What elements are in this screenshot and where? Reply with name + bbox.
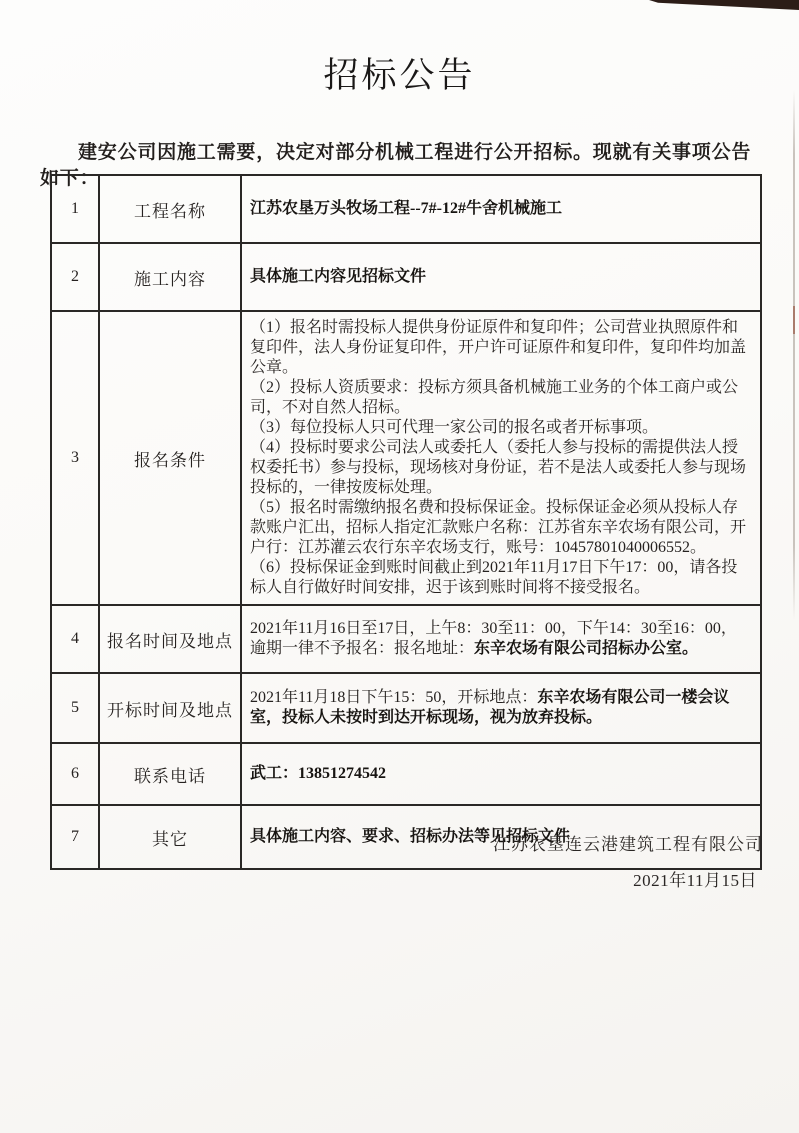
photo-edge-line [793, 90, 795, 620]
row-content-cell [241, 311, 761, 605]
row-number-cell: 2 [51, 243, 99, 311]
row-content-cell [241, 743, 761, 805]
content-text: 具体施工内容、要求、招标办法等见招标文件 [250, 828, 571, 845]
page-title: 招标公告 [323, 56, 476, 95]
content-paragraph: （6）投标保证金到账时间截止到2021年11月17日下午17：00，请各投标人自行做好时间安排，迟于该到账时间将不接受报名。 [250, 559, 738, 596]
content-text: 武工：13851274542 [250, 765, 387, 782]
row-label-cell: 报名时间及地点 [99, 605, 241, 673]
content-text: 东辛农场有限公司一楼会议室，投标人未按时到达开标现场，视为放弃投标。 [250, 689, 730, 726]
table-row [51, 175, 761, 243]
content-paragraph: （5）报名时需缴纳报名费和投标保证金。投标保证金必须从投标人存款账户汇出，招标人指定汇款账户名称：江苏省东辛农场有限公司，开户行：江苏灌云农行东辛农场支行，账号：10457801040006552。 [250, 499, 747, 556]
content-text: 2021年11月18日下午15：50，开标地点： [250, 689, 538, 706]
table-row [51, 243, 761, 311]
table-row [51, 743, 761, 805]
row-label-cell: 联系电话 [99, 743, 241, 805]
content-text: 具体施工内容见招标文件 [250, 268, 427, 285]
content-text: 2021年11月16日至17日，上午8：30至11：00，下午14：30至16：00，逾期一律不予报名：报名地址： [250, 620, 737, 657]
issuer-company: 江苏农垦连云港建筑工程有限公司 [493, 835, 763, 854]
table-row [51, 605, 761, 673]
row-number-cell: 6 [51, 743, 99, 805]
row-content-cell [241, 243, 761, 311]
table-row [51, 673, 761, 743]
row-number-cell: 7 [51, 805, 99, 869]
content-paragraph: （1）报名时需投标人提供身份证原件和复印件；公司营业执照原件和复印件，法人身份证复印件，开户许可证原件和复印件，复印件均加盖公章。 [250, 319, 747, 376]
table-row [51, 311, 761, 605]
content-text: 江苏农垦万头牧场工程--7#-12#牛舍机械施工 [250, 200, 562, 217]
content-paragraph: （2）投标人资质要求：投标方须具备机械施工业务的个体工商户或公司，不对自然人招标。 [250, 379, 739, 416]
content-paragraph: （3）每位投标人只可代理一家公司的报名或者开标事项。 [250, 419, 659, 436]
row-label-cell: 其它 [99, 805, 241, 869]
row-number-cell: 4 [51, 605, 99, 673]
row-label-cell: 开标时间及地点 [99, 673, 241, 743]
row-content-cell [241, 175, 761, 243]
content-paragraph: （4）投标时要求公司法人或委托人（委托人参与投标的需提供法人授权委托书）参与投标，现场核对身份证，若不是法人或委托人参与现场投标的，一律按废标处理。 [250, 439, 747, 496]
row-content-cell [241, 673, 761, 743]
row-label-cell: 工程名称 [99, 175, 241, 243]
intro-paragraph: 建安公司因施工需要，决定对部分机械工程进行公开招标。现就有关事项公告如下： [40, 142, 752, 189]
row-number-cell: 5 [51, 673, 99, 743]
photo-edge-mark [793, 306, 795, 334]
notice-table [50, 174, 762, 870]
issue-date: 2021年11月15日 [633, 871, 757, 890]
row-number-cell: 1 [51, 175, 99, 243]
row-content-cell [241, 605, 761, 673]
row-label-cell: 报名条件 [99, 311, 241, 605]
row-number-cell: 3 [51, 311, 99, 605]
row-label-cell: 施工内容 [99, 243, 241, 311]
content-text: 东辛农场有限公司招标办公室。 [474, 640, 699, 657]
